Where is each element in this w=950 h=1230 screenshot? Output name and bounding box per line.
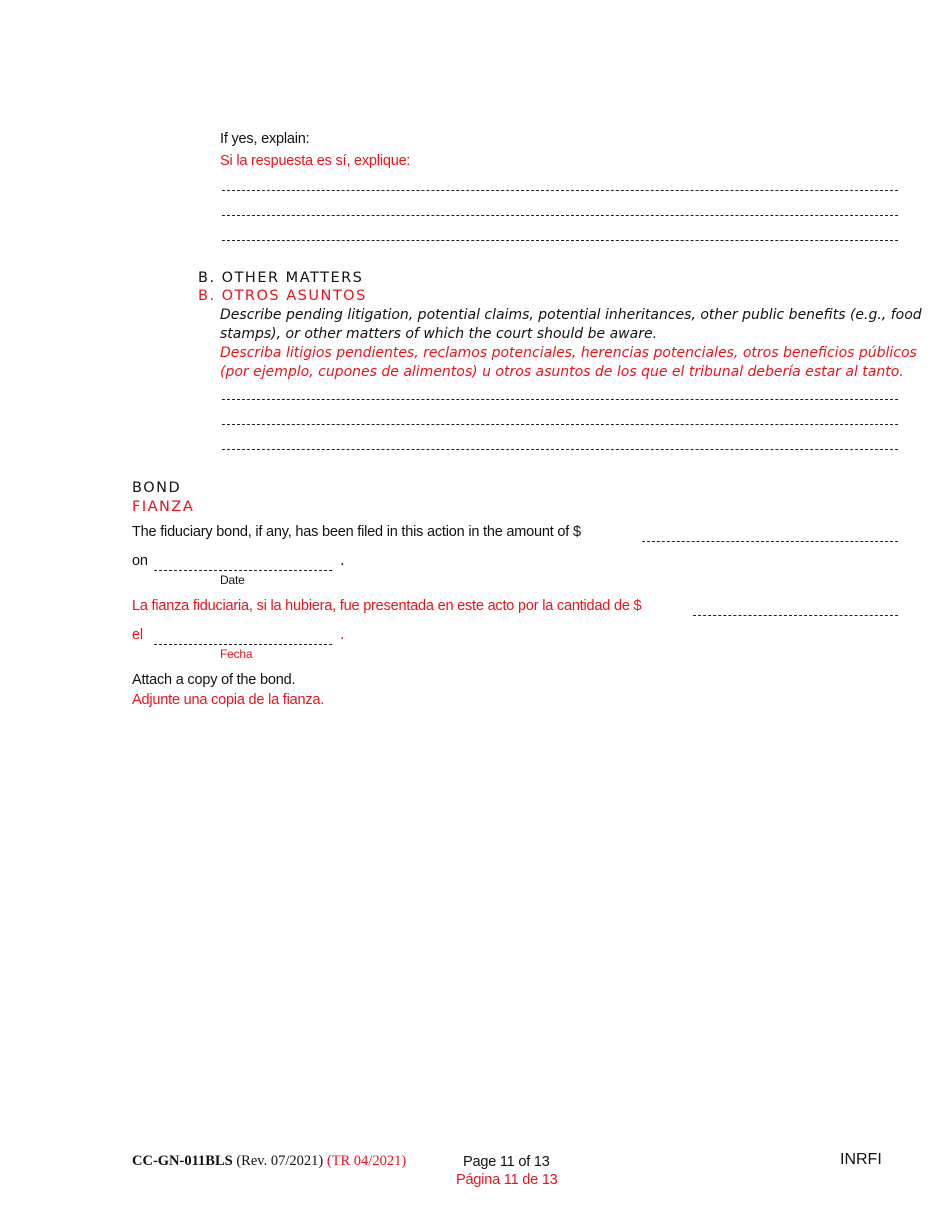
- bond-date-period-es: .: [340, 627, 345, 643]
- bond-date-label-es: Fecha: [220, 647, 253, 661]
- other-matters-desc-en-2: stamps), or other matters of which the court should be aware.: [220, 326, 658, 342]
- other-matters-desc-es-2: (por ejemplo, cupones de alimentos) u otros asuntos de los que el tribunal debería estar al tanto.: [220, 364, 904, 380]
- bond-attach-en: Attach a copy of the bond.: [132, 672, 296, 688]
- footer-form-id: [132, 1153, 406, 1170]
- bond-date-period-en: .: [340, 553, 345, 569]
- other-matters-desc-es-1: Describa litigios pendientes, reclamos potenciales, herencias potenciales, otros beneficios públicos: [220, 345, 917, 361]
- other-matters-heading-es: B. OTROS ASUNTOS: [198, 288, 367, 304]
- footer-translation: (TR 04/2021): [326, 1153, 407, 1169]
- bond-date-field-en[interactable]: [154, 570, 332, 571]
- bond-amount-field-es[interactable]: [693, 615, 898, 616]
- footer-code-right: INRFI: [840, 1151, 882, 1168]
- other-matters-desc-en-1: Describe pending litigation, potential claims, potential inheritances, other public benefits (e.g., food: [220, 307, 922, 323]
- explain-answer-line-1[interactable]: [222, 190, 898, 191]
- explain-answer-line-3[interactable]: [222, 240, 898, 241]
- bond-attach-es: Adjunte una copia de la fianza.: [132, 692, 325, 708]
- bond-date-label-en: Date: [220, 573, 245, 587]
- explain-label-en: If yes, explain:: [220, 131, 310, 147]
- bond-on-text-es: el: [132, 627, 143, 643]
- bond-amount-text-en: The fiduciary bond, if any, has been filed in this action in the amount of $: [132, 524, 581, 540]
- other-matters-line-1[interactable]: [222, 399, 898, 400]
- other-matters-line-2[interactable]: [222, 424, 898, 425]
- explain-label-es: Si la respuesta es sí, explique:: [220, 153, 411, 169]
- footer-page-en: Page 11 of 13: [463, 1154, 550, 1170]
- footer-page-es: Página 11 de 13: [456, 1172, 558, 1188]
- bond-heading-en: BOND: [132, 480, 182, 496]
- bond-amount-field-en[interactable]: [642, 541, 898, 542]
- bond-date-field-es[interactable]: [154, 644, 332, 645]
- explain-answer-line-2[interactable]: [222, 215, 898, 216]
- footer-form-code: CC-GN-011BLS: [132, 1153, 233, 1169]
- bond-heading-es: FIANZA: [132, 499, 195, 515]
- other-matters-heading-en: B. OTHER MATTERS: [198, 270, 364, 286]
- footer-revision: (Rev. 07/2021): [236, 1153, 324, 1169]
- bond-on-text-en: on: [132, 553, 148, 569]
- bond-amount-text-es: La fianza fiduciaria, si la hubiera, fue presentada en este acto por la cantidad de $: [132, 598, 642, 614]
- other-matters-line-3[interactable]: [222, 449, 898, 450]
